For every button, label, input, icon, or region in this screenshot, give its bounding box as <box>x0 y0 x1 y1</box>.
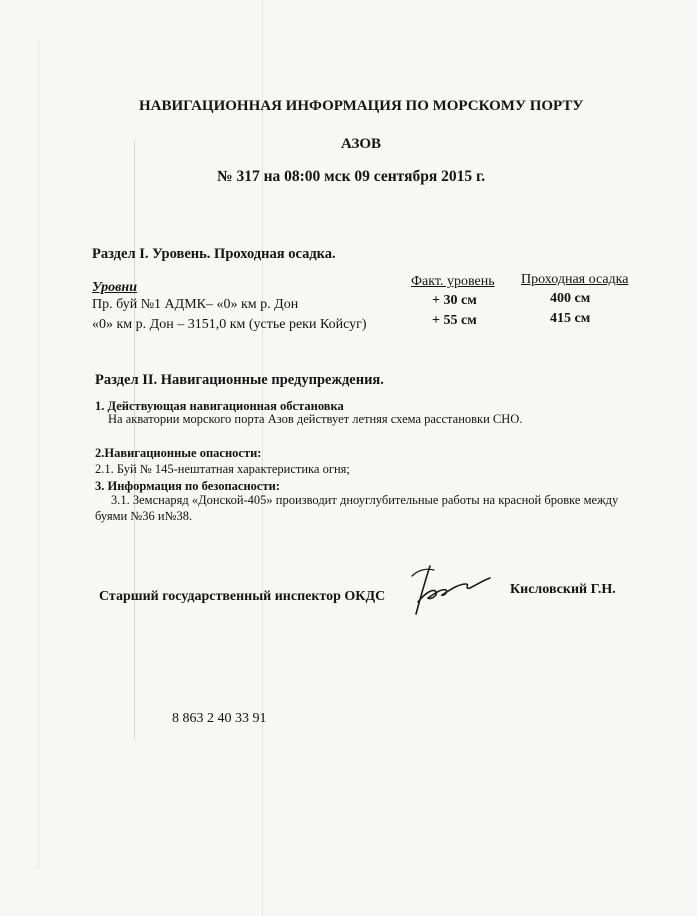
levels-column-header: Уровни <box>92 280 137 295</box>
handwritten-signature <box>400 562 492 618</box>
level-row-fact: + 55 см <box>432 313 477 328</box>
signatory-name: Кисловский Г.Н. <box>510 582 616 597</box>
phone-number: 8 863 2 40 33 91 <box>172 711 267 726</box>
level-row-fact: + 30 см <box>432 293 477 308</box>
item3-text: 3.1. Земснаряд «Донской-405» производит дноуглубительные работы на красной бровке между <box>111 493 619 507</box>
scan-artifact-line <box>262 0 263 916</box>
item2-text: 2.1. Буй № 145-нештатная характеристика огня; <box>95 462 350 476</box>
item1-text: На акватории морского порта Азов действует летняя схема расстановки СНО. <box>108 412 523 426</box>
level-row-name: «0» км р. Дон – 3151,0 км (устье реки Койсуг) <box>92 317 367 332</box>
signatory-position: Старший государственный инспектор ОКДС <box>99 589 386 604</box>
level-row-draft: 400 см <box>550 291 591 306</box>
item1-title: 1. Действующая навигационная обстановка <box>95 399 344 413</box>
item3-text-continuation: буями №36 и№38. <box>95 509 193 523</box>
fact-level-column-header: Факт. уровень <box>411 274 495 289</box>
item2-title: 2.Навигационные опасности: <box>95 446 262 460</box>
section1-heading: Раздел I. Уровень. Проходная осадка. <box>92 246 336 262</box>
port-name: АЗОВ <box>341 136 382 152</box>
bulletin-number: № 317 на 08:00 мск 09 сентября 2015 г. <box>217 168 486 185</box>
section2-heading: Раздел II. Навигационные предупреждения. <box>95 372 384 388</box>
scan-artifact-line <box>38 40 39 870</box>
scan-artifact-line <box>134 140 135 740</box>
level-row-draft: 415 см <box>550 311 591 326</box>
draft-column-header: Проходная осадка <box>521 272 629 287</box>
document-title: НАВИГАЦИОННАЯ ИНФОРМАЦИЯ ПО МОРСКОМУ ПОРТУ <box>139 98 584 114</box>
level-row-name: Пр. буй №1 АДМК– «0» км р. Дон <box>92 297 299 312</box>
item3-title: 3. Информация по безопасности: <box>95 479 280 493</box>
